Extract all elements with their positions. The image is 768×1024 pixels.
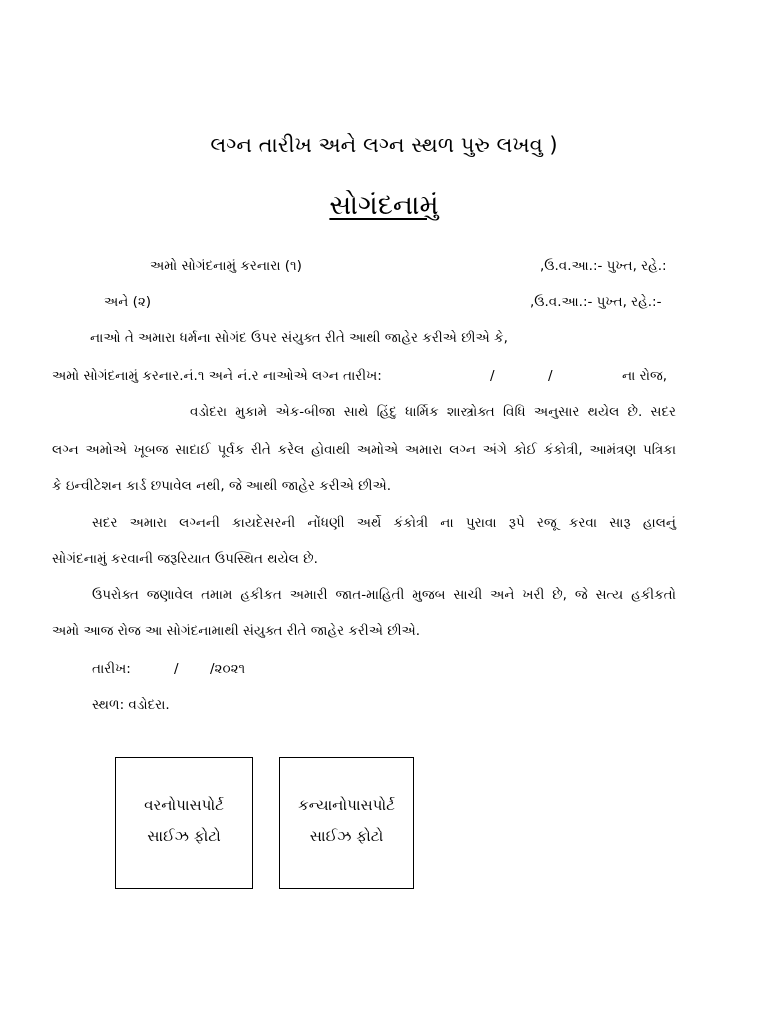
place-label: સ્થળ: વડોદરા. [92,697,170,713]
groom-photo-label-2: સાઈઝ ફોટો [147,827,221,845]
document-header: લગ્ન તારીખ અને લગ્ન સ્થળ પુરુ લખવુ ) [210,133,558,157]
deponent-2-age: ,ઉ.વ.આ.:- પુખ્ત, રહે.:- [530,294,662,310]
paragraph-line-11: અમો આજ રોજ આ સોગંદનામાથી સંયુક્ત રીતે જાહેર કરીએ છીએ. [52,623,421,639]
document-title: સોગંદનામું [329,190,439,221]
marriage-date-slash-2: / [548,368,553,384]
deponent-1-label: અમો સોગંદનામું કરનારા (૧) [150,258,302,274]
paragraph-line-5: વડોદરા મુકામે એક-બીજા સાથે હિંદુ ધાર્મિક શાસ્ત્રોક્ત વિધિ અનુસાર થયેલ છે. સદર [190,404,676,420]
groom-photo-label-1: વરનોપાસપોર્ટ [144,796,224,814]
marriage-date-line: અમો સોગંદનામું કરનાર.નં.૧ અને નં.ર નાઓએ લગ્ન તારીખ: [52,368,382,384]
paragraph-line-7: કે ઇન્વીટેશન કાર્ડ છપાવેલ નથી, જે આથી જાહેર કરીએ છીએ. [52,478,391,494]
oath-intro-line: નાઓ તે અમારા ધર્મના સોગંદ ઉપર સંયુક્ત રીતે આથી જાહેર કરીએ છીએ કે, [90,330,508,346]
bride-photo-box [279,757,414,889]
paragraph-line-9: સોગંદનામું કરવાની જરૂરિયાત ઉપસ્થિત થયેલ છે. [52,551,318,567]
date-slash: / [174,661,179,677]
paragraph-line-10: ઉપરોક્ત જણાવેલ તમામ હકીકત અમારી જાત-માહિતી મુજબ સાચી અને ખરી છે, જે સત્ય હકીકતો [92,587,676,603]
bride-photo-label-2: સાઈઝ ફોટો [309,827,384,845]
paragraph-line-8: સદર અમારા લગ્નની કાયદેસરની નોંધણી અર્થે કંકોત્રી ના પુરાવા રૂપે રજૂ કરવા સારૂ હાલનું [92,515,676,531]
marriage-date-suffix: ના રોજ, [622,368,668,384]
date-year: /૨૦૨૧ [210,661,246,677]
deponent-1-age: ,ઉ.વ.આ.:- પુખ્ત, રહે.: [540,258,667,274]
groom-photo-box [115,757,253,889]
marriage-date-slash-1: / [490,368,495,384]
deponent-2-label: અને (૨) [104,294,152,310]
date-label: તારીખ: [92,661,131,677]
paragraph-line-6: લગ્ન અમોએ ખૂબજ સાદાઈ પૂર્વક રીતે કરેલ હોવાથી અમોએ અમારા લગ્ન અંગે કોઈ કંકોત્રી, આમંત્રણ પત્રિકા [52,442,676,458]
bride-photo-label-1: કન્યાનોપાસપોર્ટ [298,796,395,814]
